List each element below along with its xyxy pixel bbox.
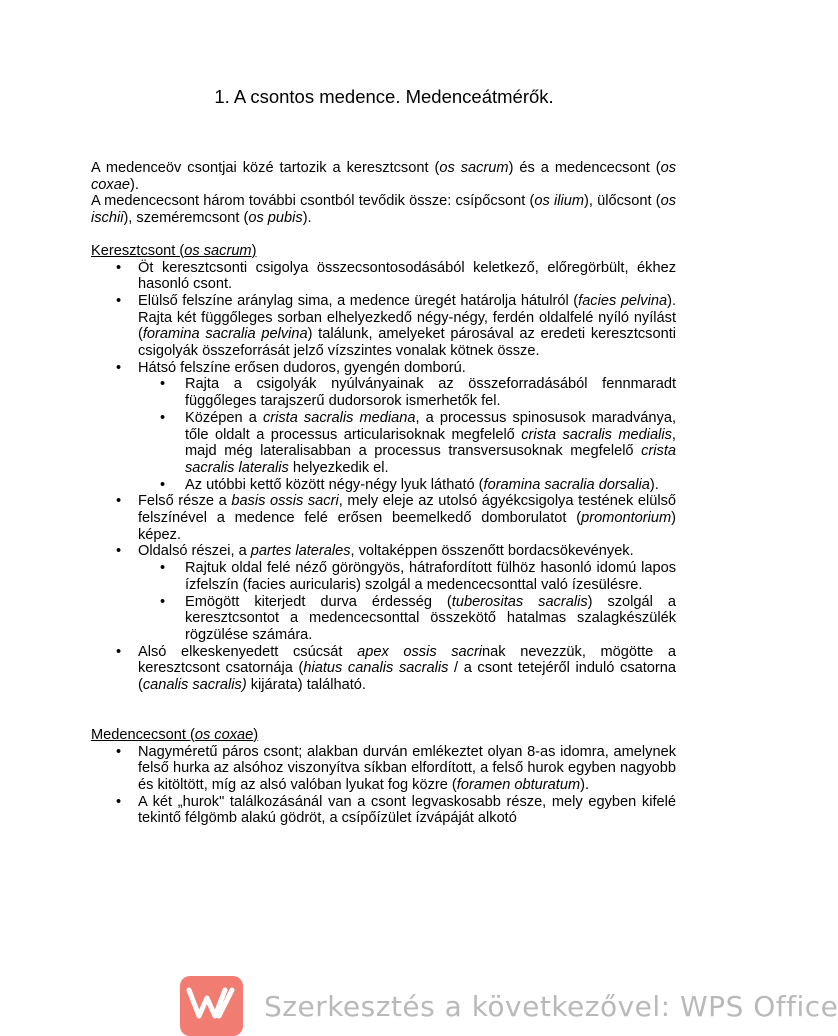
list-item: • Oldalsó részei, a partes laterales, voltaképpen összenőtt bordacsökevények. • Rajtuk oldal felé néző göröngyös, hátrafordított fülhöz hasonló idomú lapos ízfelszín (facies auricularis) szolgál a medencecsonttal való ízesülésre. • Emögött kiterjedt durva érdesség (tuberositas sacralis) szolgál a keresztcsontot a medencecsonttal összekötő hatalmas szalagkészülék rögzülése számára. xyxy=(91,543,676,643)
sublist-item: • Rajta a csigolyák nyúlványainak az összeforradásából fennmaradt függőleges tarajszerű dudorsorok ismerhetők fel. xyxy=(138,376,676,409)
list-item: • A két „hurok" találkozásánál van a csont legvaskosabb része, mely egyben kifelé tekintő félgömb alakú gödröt, a csípőízület ízvápáját alkotó xyxy=(91,794,676,827)
document-body xyxy=(91,160,676,827)
list-item: • Elülső felszíne aránylag sima, a medence üregét határolja hátulról (facies pelvina). Rajta két függőleges sorban elhelyezkedő négy-négy, ferdén oldalfelé nyíló nyílást (foramina sacralia pelvina) találunk, amelyeket párosával az eredeti keresztcsonti csigolyák összeforrását jelző vízszintes vonalak kötnek össze. xyxy=(91,293,676,360)
wps-office-banner-text: Szerkesztés a következővel: WPS Office xyxy=(264,990,838,1023)
intro-paragraph-1: A medenceöv csontjai közé tartozik a keresztcsont (os sacrum) és a medencecsont (os coxae). xyxy=(91,160,676,193)
sublist-item: • Emögött kiterjedt durva érdesség (tuberositas sacralis) szolgál a keresztcsontot a medencecsonttal összekötő hatalmas szalagkészülék rögzülése számára. xyxy=(138,594,676,644)
sublist xyxy=(138,560,676,644)
wps-office-logo-icon xyxy=(180,976,243,1036)
section-heading-coxae: Medencecsont (os coxae) xyxy=(91,726,259,743)
sublist xyxy=(138,376,676,493)
wps-office-banner[interactable] xyxy=(180,976,838,1024)
coxae-list xyxy=(91,744,676,828)
intro-paragraph-2: A medencecsont három további csontból tevődik össze: csípőcsont (os ilium), ülőcsont (os ischii), szeméremcsont (os pubis). xyxy=(91,193,676,227)
list-item: • Öt keresztcsonti csigolya összecsontosodásából keletkező, előregörbült, ékhez hasonló csont. xyxy=(91,260,676,293)
sublist-item: • Rajtuk oldal felé néző göröngyös, hátrafordított fülhöz hasonló idomú lapos ízfelszín (facies auricularis) szolgál a medencecsonttal való ízesülésre. xyxy=(138,560,676,593)
list-item: • Hátsó felszíne erősen dudoros, gyengén domború. • Rajta a csigolyák nyúlványainak az összeforradásából fennmaradt függőleges tarajszerű dudorsorok ismerhetők fel. • Középen a crista sacralis mediana, a processus spinosusok maradványa, tőle oldalt a processus articularisoknak megfelelő crista sacralis medialis, majd még lateralisabban a processus transversusoknak megfelelő crista sacralis lateralis helyezkedik el. • Az utóbbi kettő között négy-négy lyuk látható (foramina sacralia dorsalia). xyxy=(91,360,676,494)
sacrum-list xyxy=(91,260,676,694)
sublist-item: • Középen a crista sacralis mediana, a processus spinosusok maradványa, tőle oldalt a processus articularisoknak megfelelő crista sacralis medialis, majd még lateralisabban a processus transversusoknak megfelelő crista sacralis lateralis helyezkedik el. xyxy=(138,410,676,477)
list-item: • Alsó elkeskenyedett csúcsát apex ossis sacrinak nevezzük, mögötte a keresztcsont csatornája (hiatus canalis sacralis / a csont tetejéről induló csatorna (canalis sacralis) kijárata) található. xyxy=(91,644,676,694)
sublist-item: • Az utóbbi kettő között négy-négy lyuk látható (foramina sacralia dorsalia). xyxy=(138,477,676,494)
list-item: • Nagyméretű páros csont; alakban durván emlékeztet olyan 8-as idomra, amelynek felső hurka az alsóhoz viszonyítva síkban elfordított, a felső hurok egyben nagyobb és kitöltött, míg az alsó valóban lyukat fog közre (foramen obturatum). xyxy=(91,744,676,794)
section-heading-sacrum: Keresztcsont (os sacrum) xyxy=(91,242,257,259)
page-title: 1. A csontos medence. Medenceátmérők. xyxy=(214,86,554,107)
list-item: • Felső része a basis ossis sacri, mely eleje az utolsó ágyékcsigolya testének elülső felszínével a medence felé erősen beemelkedő domborulatot (promontorium) képez. xyxy=(91,493,676,543)
